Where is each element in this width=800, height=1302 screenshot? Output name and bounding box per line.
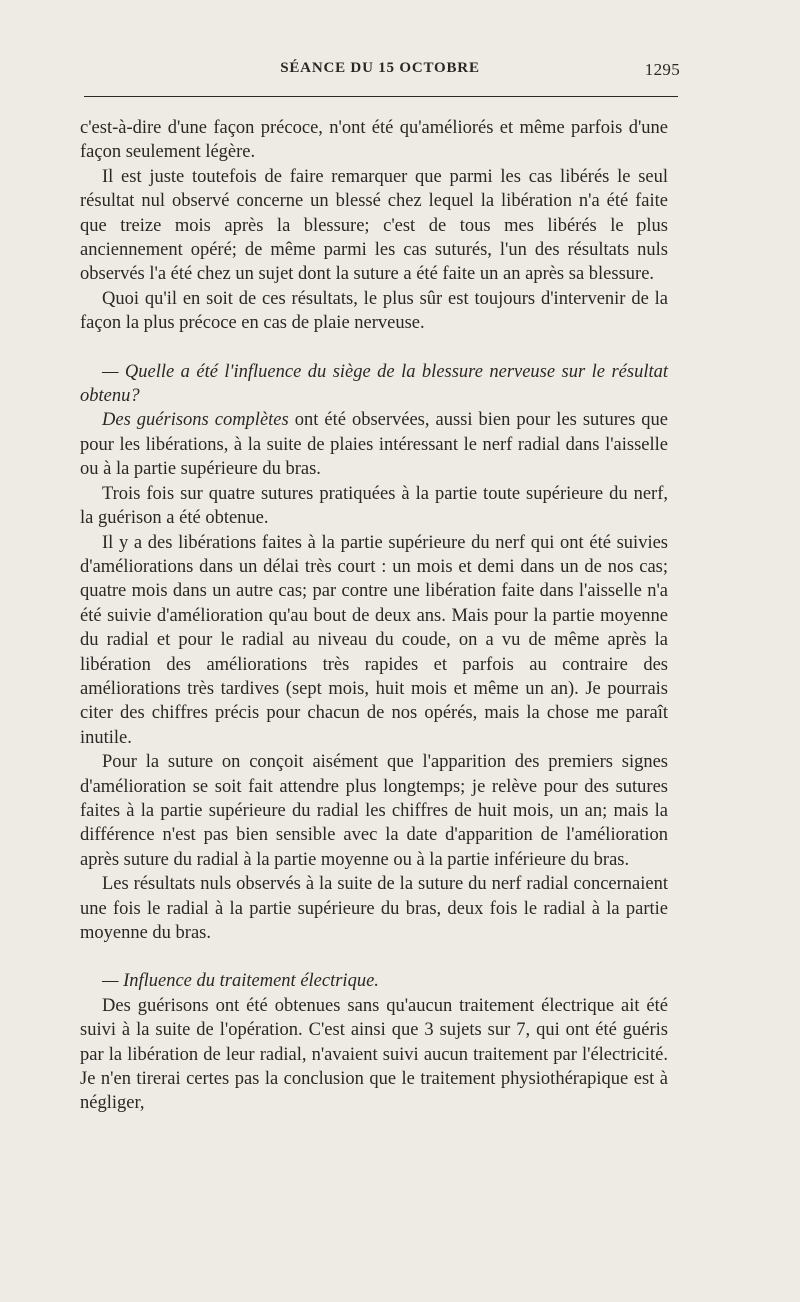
paragraph: Il est juste toutefois de faire remarquer que parmi les cas libérés le seul résultat nul observé concerne un blessé chez lequel la libération n'a été faite que treize mois après la blessure; c'est de tous mes libérés le plus anciennement opéré; de même parmi les cas suturés, l'un des résultats nuls observés l'a été chez un sujet dont la suture a été faite un an après sa blessure. (80, 166, 668, 285)
emphasis: Des guérisons complètes (102, 410, 289, 431)
header-rule (84, 96, 678, 97)
section-question-siege: — Quelle a été l'influence du siège de la blessure nerveuse sur le résultat obtenu? (80, 361, 668, 407)
page-number: 1295 (644, 60, 680, 79)
paragraph: Quoi qu'il en soit de ces résultats, le plus sûr est toujours d'intervenir de la façon la plus précoce en cas de plaie nerveuse. (80, 288, 668, 334)
paragraph: Les résultats nuls observés à la suite de la suture du nerf radial concernaient une fois le radial à la partie supérieure du bras, deux fois le radial à la partie moyenne du bras. (80, 874, 668, 943)
paragraph: Pour la suture on conçoit aisément que l'apparition des premiers signes d'amélioration se soit fait attendre plus longtemps; je relève pour des sutures faites à la partie supérieure du radial les chiffres de huit mois, un an; mais la différence n'est pas bien sensible avec la date d'apparition de l'amélioration après suture du radial à la partie moyenne ou à la partie inférieure du bras. (80, 752, 668, 870)
paragraph (80, 408, 668, 481)
paragraph-text: ont été observées, aussi bien pour les sutures que pour les libérations, à la suite de plaies intéressant le nerf radial dans l'aisselle ou à la partie supérieure du bras. (80, 410, 668, 480)
running-head (80, 60, 680, 88)
section-heading-traitement: — Influence du traitement électrique. (102, 971, 379, 992)
running-head-title: SÉANCE DU 15 OCTOBRE (280, 60, 480, 76)
paragraph: Il y a des libérations faites à la partie supérieure du nerf qui ont été suivies d'améliorations dans un délai très court : un mois et demi dans un de nos cas; quatre mois dans un autre cas; par contre une libération faite dans l'aisselle n'a été suivie d'amélioration qu'au bout de deux ans. Mais pour la partie moyenne du radial et pour le radial au niveau du coude, on a vu de même après la libération des améliorations très rapides et parfois au contraire des améliorations très tardives (sept mois, huit mois et même un an). Je pourrais citer des chiffres précis pour chacun de nos opérés, mais la chose me paraît inutile. (80, 532, 668, 748)
body-text (80, 116, 668, 1116)
paragraph: Des guérisons ont été obtenues sans qu'aucun traitement électrique ait été suivi à la suite de l'opération. C'est ainsi que 3 sujets sur 7, qui ont été guéris par la libération de leur radial, n'avaient suivi aucun traitement par l'électricité. Je n'en tirerai certes pas la conclusion que le traitement physiothérapique est à négliger, (80, 995, 668, 1114)
paragraph: Trois fois sur quatre sutures pratiquées à la partie toute supérieure du nerf, la guérison a été obtenue. (80, 483, 668, 529)
paragraph: c'est-à-dire d'une façon précoce, n'ont été qu'améliorés et même parfois d'une façon seulement légère. (80, 118, 668, 163)
